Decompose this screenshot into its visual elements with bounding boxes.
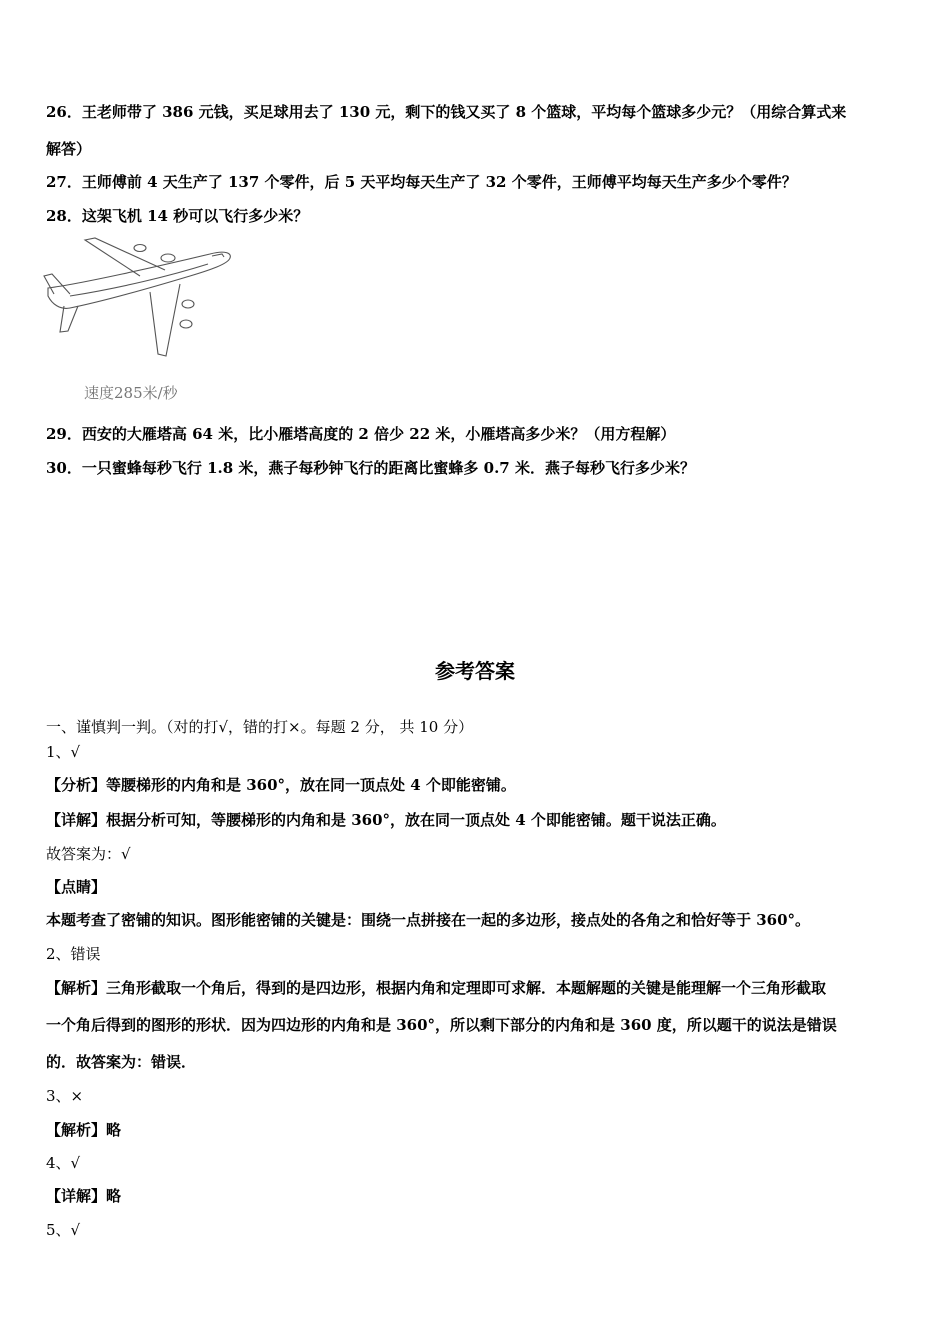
question-27: 27．王师傅前 4 天生产了 137 个零件，后 5 天平均每天生产了 32 个零件，王师傅平均每天生产多少个零件？ <box>46 173 797 191</box>
airplane-speed-caption: 速度285米/秒 <box>84 384 178 402</box>
answer-line: 的．故答案为：错误． <box>46 1053 197 1071</box>
question-26-line1: 26．王老师带了 386 元钱，买足球用去了 130 元，剩下的钱又买了 8 个篮球，平均每个篮球多少元？（用综合算式来 <box>46 103 847 121</box>
airplane-icon <box>40 236 240 366</box>
answer-line: 故答案为：√ <box>46 845 131 863</box>
answers-section-header: 一、谨慎判一判。（对的打√，错的打×。每题 2 分， 共 10 分） <box>46 718 474 736</box>
airplane-figure <box>40 236 240 406</box>
question-26-line2: 解答） <box>46 140 92 158</box>
answer-line: 1、√ <box>46 743 81 761</box>
answer-line: 【解析】三角形截取一个角后，得到的是四边形，根据内角和定理即可求解．本题解题的关键是能理解一个三角形截取 <box>46 979 827 997</box>
answer-line: 【解析】略 <box>46 1121 122 1139</box>
question-30: 30．一只蜜蜂每秒飞行 1.8 米，燕子每秒钟飞行的距离比蜜蜂多 0.7 米．燕子每秒飞行多少米？ <box>46 459 695 477</box>
question-29: 29．西安的大雁塔高 64 米，比小雁塔高度的 2 倍少 22 米，小雁塔高多少米？（用方程解） <box>46 425 676 443</box>
answer-line: 【点睛】 <box>46 878 107 896</box>
answer-line: 本题考查了密铺的知识。图形能密铺的关键是：围绕一点拼接在一起的多边形，接点处的各角之和恰好等于 360°。 <box>46 911 811 929</box>
answer-line: 5、√ <box>46 1221 81 1239</box>
answers-title: 参考答案 <box>435 659 515 683</box>
question-28: 28．这架飞机 14 秒可以飞行多少米？ <box>46 207 309 225</box>
answer-line: 3、× <box>46 1087 84 1105</box>
answer-line: 【分析】等腰梯形的内角和是 360°，放在同一顶点处 4 个即能密铺。 <box>46 776 516 794</box>
answer-line: 【详解】略 <box>46 1187 122 1205</box>
answer-line: 2、错误 <box>46 945 101 963</box>
answer-line: 4、√ <box>46 1154 81 1172</box>
answer-line: 一个角后得到的图形的形状．因为四边形的内角和是 360°，所以剩下部分的内角和是 360 度，所以题干的说法是错误 <box>46 1016 837 1034</box>
answer-line: 【详解】根据分析可知，等腰梯形的内角和是 360°，放在同一顶点处 4 个即能密铺。题干说法正确。 <box>46 811 726 829</box>
